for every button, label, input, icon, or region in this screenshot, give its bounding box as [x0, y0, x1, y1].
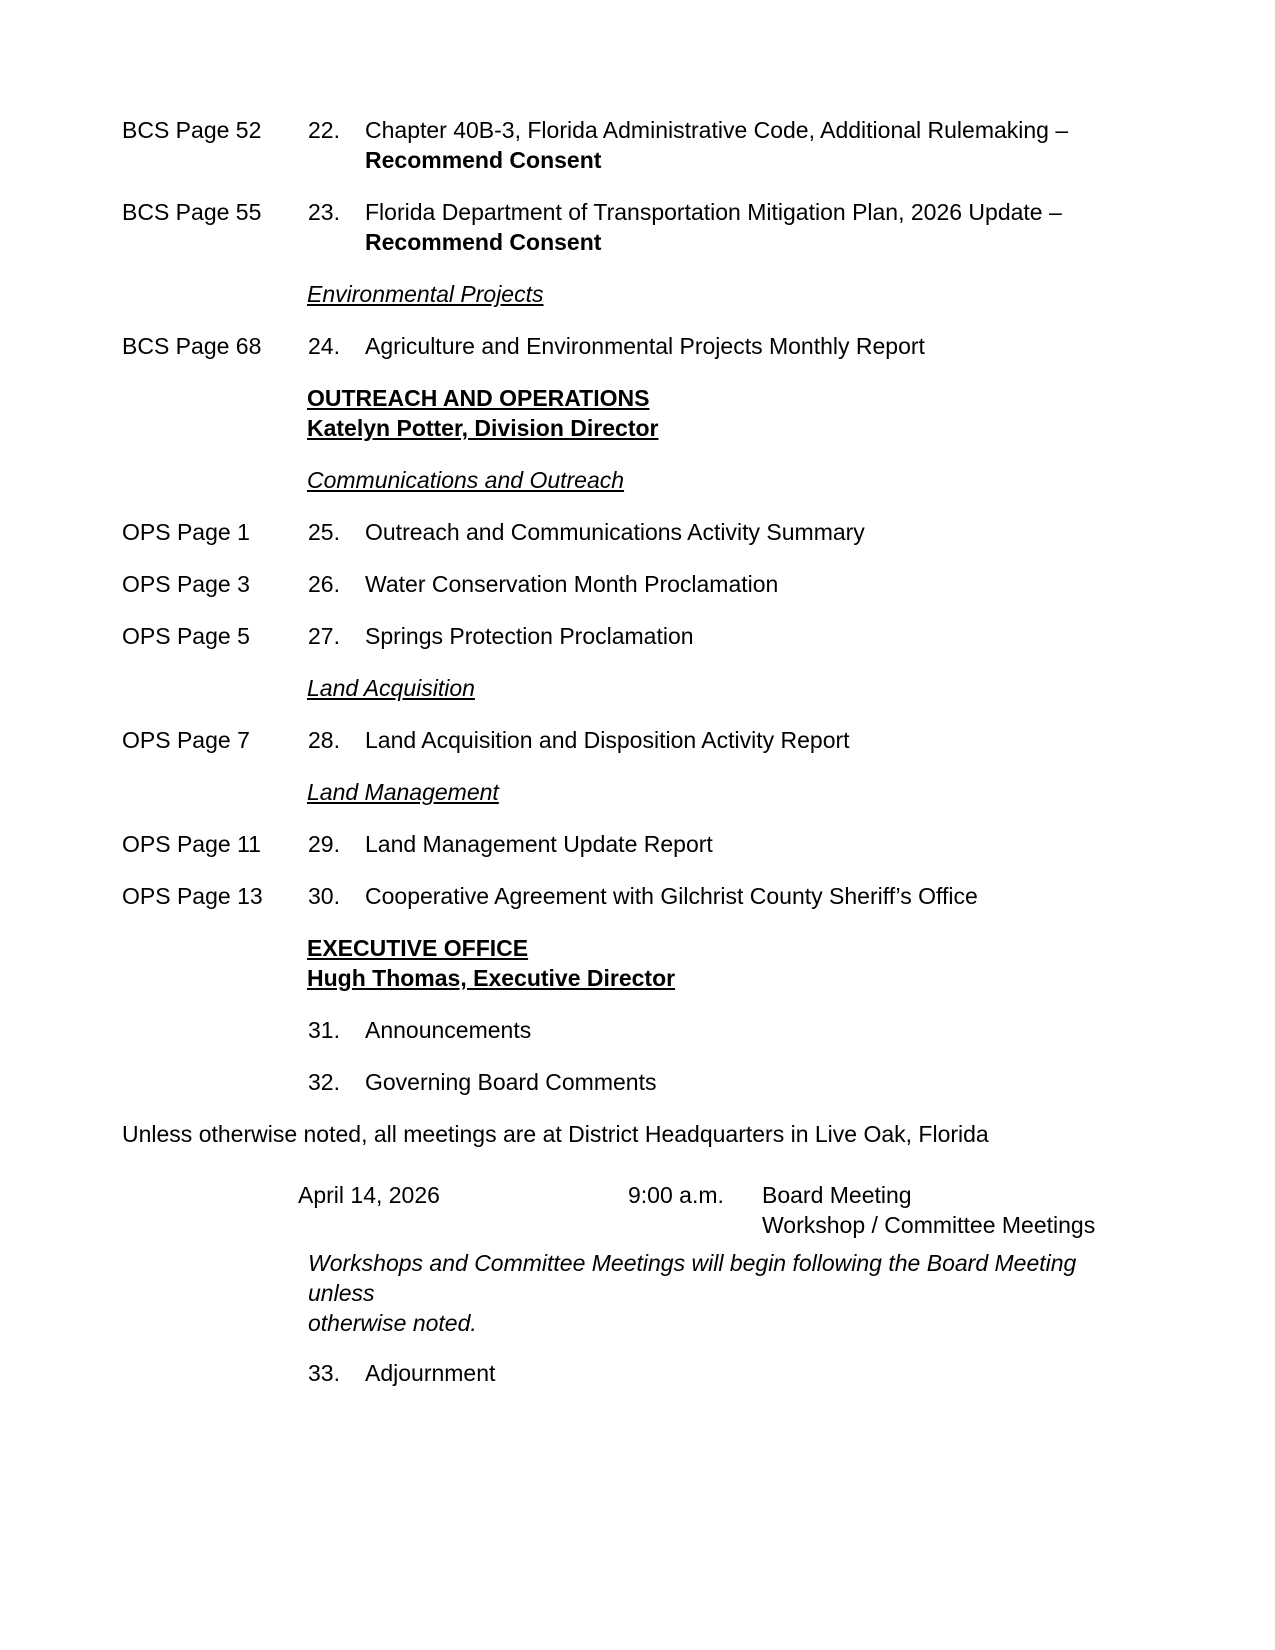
item-number: 29.	[308, 831, 340, 857]
page-reference: BCS Page 52	[122, 117, 262, 143]
page-reference: OPS Page 11	[122, 831, 261, 857]
agenda-item-row	[122, 829, 1182, 859]
division-heading-row	[307, 383, 1182, 443]
division-name: OUTREACH AND OPERATIONS	[307, 385, 650, 411]
item-title: Adjournment	[365, 1360, 496, 1386]
section-heading-row	[307, 777, 1182, 807]
item-title: Water Conservation Month Proclamation	[365, 571, 779, 597]
recommend-consent: Recommend Consent	[365, 229, 602, 255]
item-title: Springs Protection Proclamation	[365, 623, 694, 649]
item-number: 30.	[308, 883, 340, 909]
page-reference: BCS Page 68	[122, 333, 262, 359]
agenda-item-row	[122, 569, 1182, 599]
section-heading: Land Management	[307, 779, 499, 805]
page-reference: OPS Page 5	[122, 623, 250, 649]
section-heading: Land Acquisition	[307, 675, 475, 701]
item-title	[365, 115, 1182, 175]
division-name: EXECUTIVE OFFICE	[307, 935, 529, 961]
item-number: 26.	[308, 571, 340, 597]
agenda-content	[122, 115, 1182, 1410]
meeting-schedule	[298, 1180, 1182, 1240]
agenda-item-row	[122, 331, 1182, 361]
item-title: Outreach and Communications Activity Summary	[365, 519, 865, 545]
page-reference: OPS Page 7	[122, 727, 250, 753]
schedule-note	[308, 1248, 1108, 1338]
agenda-item-row	[122, 115, 1182, 175]
page-reference	[122, 1358, 308, 1388]
meeting-event: Workshop / Committee Meetings	[762, 1212, 1096, 1238]
item-number: 32.	[308, 1069, 340, 1095]
agenda-item-row	[122, 517, 1182, 547]
item-title: Governing Board Comments	[365, 1069, 657, 1095]
section-heading-row	[307, 279, 1182, 309]
page-reference	[122, 1067, 308, 1097]
agenda-item-row	[122, 621, 1182, 651]
item-number: 25.	[308, 519, 340, 545]
schedule-note-line: Workshops and Committee Meetings will begin following the Board Meeting unless	[308, 1250, 1077, 1306]
meeting-date: April 14, 2026	[298, 1182, 440, 1208]
agenda-item-row	[122, 197, 1182, 257]
page-reference: BCS Page 55	[122, 199, 262, 225]
section-heading: Communications and Outreach	[307, 467, 625, 493]
page-reference: OPS Page 3	[122, 571, 250, 597]
meeting-event: Board Meeting	[762, 1182, 912, 1208]
item-title: Announcements	[365, 1017, 532, 1043]
item-number: 27.	[308, 623, 340, 649]
meeting-location-note: Unless otherwise noted, all meetings are at District Headquarters in Live Oak, Florida	[122, 1121, 989, 1147]
agenda-item-row	[122, 881, 1182, 911]
item-number: 24.	[308, 333, 340, 359]
section-heading: Environmental Projects	[307, 281, 544, 307]
item-number: 23.	[308, 199, 340, 225]
division-director: Katelyn Potter, Division Director	[307, 415, 659, 441]
agenda-item-row	[122, 725, 1182, 755]
item-number: 28.	[308, 727, 340, 753]
division-heading-row	[307, 933, 1182, 993]
section-heading-row	[307, 465, 1182, 495]
meeting-events	[762, 1180, 1182, 1240]
page-reference	[122, 1015, 308, 1045]
page-reference: OPS Page 1	[122, 519, 250, 545]
schedule-note-line: otherwise noted.	[308, 1310, 477, 1336]
item-title: Cooperative Agreement with Gilchrist County Sheriff’s Office	[365, 883, 978, 909]
item-title: Agriculture and Environmental Projects Monthly Report	[365, 333, 925, 359]
item-number: 33.	[308, 1360, 340, 1386]
item-title-text: Florida Department of Transportation Mitigation Plan, 2026 Update –	[365, 199, 1062, 225]
page-reference: OPS Page 13	[122, 883, 263, 909]
item-number: 22.	[308, 117, 340, 143]
item-number: 31.	[308, 1017, 340, 1043]
agenda-item-row	[122, 1015, 1182, 1045]
meeting-time: 9:00 a.m.	[628, 1182, 724, 1208]
agenda-item-row	[122, 1067, 1182, 1097]
item-title: Land Acquisition and Disposition Activity Report	[365, 727, 850, 753]
agenda-item-row	[122, 1358, 1182, 1388]
item-title-text: Chapter 40B-3, Florida Administrative Code, Additional Rulemaking –	[365, 117, 1069, 143]
section-heading-row	[307, 673, 1182, 703]
item-title: Land Management Update Report	[365, 831, 713, 857]
recommend-consent: Recommend Consent	[365, 147, 602, 173]
division-director: Hugh Thomas, Executive Director	[307, 965, 676, 991]
item-title	[365, 197, 1182, 257]
